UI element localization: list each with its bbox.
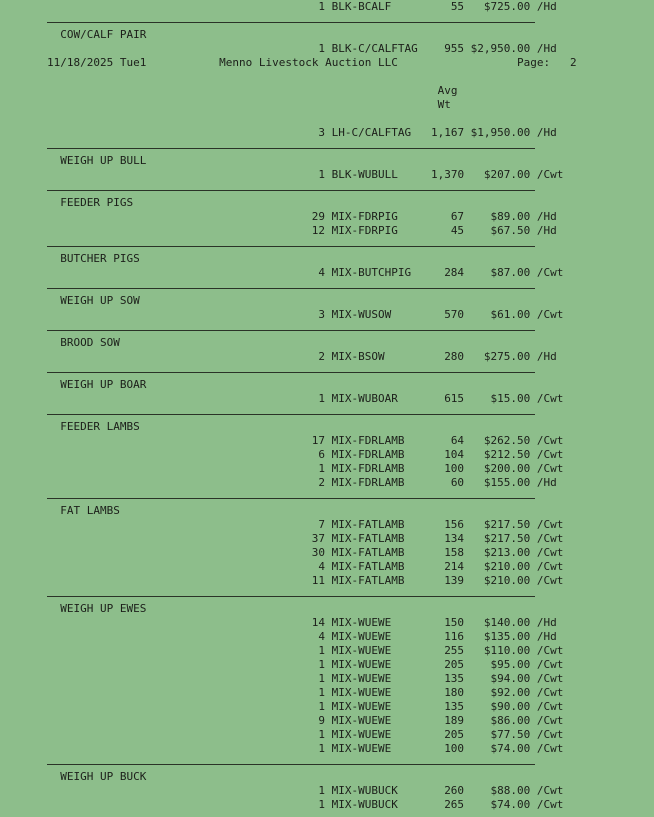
lot-row	[47, 784, 647, 798]
category-heading	[47, 378, 647, 392]
head-count: 37	[311, 532, 326, 545]
divider-line	[47, 498, 535, 499]
head-count: 1	[318, 658, 326, 671]
head-count: 1	[318, 168, 326, 181]
head-count: 1	[318, 742, 326, 755]
avg-weight: 104	[444, 448, 465, 461]
avg-weight: 265	[444, 798, 465, 811]
avg-weight: 100	[444, 462, 465, 475]
lot-row	[47, 658, 647, 672]
blank-line	[47, 112, 647, 126]
lot-code: MIX-FDRLAMB	[331, 448, 405, 461]
divider-line	[47, 190, 535, 191]
head-count: 1	[318, 784, 326, 797]
price-unit: /Cwt	[536, 574, 564, 587]
lot-code: MIX-FATLAMB	[331, 518, 405, 531]
avg-weight: 570	[444, 308, 465, 321]
price-unit: /Cwt	[536, 742, 564, 755]
avg-weight: 150	[444, 616, 465, 629]
lot-code: LH-C/CALFTAG	[331, 126, 412, 139]
head-count: 1	[318, 700, 326, 713]
page-label: Page:	[517, 56, 551, 69]
lot-code: MIX-FATLAMB	[331, 560, 405, 573]
head-count: 4	[318, 560, 326, 573]
lot-row	[47, 644, 647, 658]
blank-line	[47, 70, 647, 84]
lot-row	[47, 728, 647, 742]
head-count: 1	[318, 728, 326, 741]
price: $92.00	[490, 686, 531, 699]
category-heading	[47, 770, 647, 784]
avg-weight: 100	[444, 742, 465, 755]
category-heading	[47, 420, 647, 434]
avg-weight: 214	[444, 560, 465, 573]
lot-code: BLK-C/CALFTAG	[331, 42, 418, 55]
avg-weight: 135	[444, 700, 465, 713]
price-unit: /Cwt	[536, 700, 564, 713]
category-name: WEIGH UP EWES	[60, 602, 147, 615]
avg-weight: 116	[444, 630, 465, 643]
price-unit: /Hd	[536, 476, 557, 489]
price: $86.00	[490, 714, 531, 727]
price-unit: /Cwt	[536, 308, 564, 321]
avg-weight: 156	[444, 518, 465, 531]
lot-code: MIX-WUEWE	[331, 714, 392, 727]
lot-row	[47, 798, 647, 812]
lot-code: MIX-FDRLAMB	[331, 476, 405, 489]
price: $89.00	[490, 210, 531, 223]
head-count: 3	[318, 126, 326, 139]
category-name: BROOD SOW	[60, 336, 120, 349]
section-divider	[47, 182, 647, 196]
lot-row	[47, 574, 647, 588]
head-count: 30	[311, 546, 326, 559]
column-header-wt	[47, 98, 647, 112]
company-name: Menno Livestock Auction LLC	[219, 56, 398, 69]
price-unit: /Hd	[536, 42, 557, 55]
lot-row	[47, 308, 647, 322]
avg-weight: 280	[444, 350, 465, 363]
price: $155.00	[483, 476, 531, 489]
lot-row	[47, 266, 647, 280]
lot-code: MIX-WUBUCK	[331, 798, 398, 811]
price-unit: /Cwt	[536, 798, 564, 811]
divider-line	[47, 414, 535, 415]
category-heading	[47, 294, 647, 308]
head-count: 2	[318, 476, 326, 489]
lot-row	[47, 350, 647, 364]
avg-weight: 180	[444, 686, 465, 699]
head-count: 1	[318, 798, 326, 811]
category-heading	[47, 154, 647, 168]
lot-code: MIX-WUBUCK	[331, 784, 398, 797]
price-unit: /Hd	[536, 350, 557, 363]
lot-code: MIX-BUTCHPIG	[331, 266, 412, 279]
lot-code: MIX-WUEWE	[331, 700, 392, 713]
price-unit: /Cwt	[536, 784, 564, 797]
head-count: 9	[318, 714, 326, 727]
head-count: 4	[318, 630, 326, 643]
price: $88.00	[490, 784, 531, 797]
price-unit: /Cwt	[536, 448, 564, 461]
price: $95.00	[490, 658, 531, 671]
price-unit: /Hd	[536, 630, 557, 643]
head-count: 7	[318, 518, 326, 531]
divider-line	[47, 22, 535, 23]
price: $262.50	[483, 434, 531, 447]
page-number: 2	[569, 56, 577, 69]
category-heading	[47, 28, 647, 42]
price: $67.50	[490, 224, 531, 237]
head-count: 1	[318, 672, 326, 685]
price: $200.00	[483, 462, 531, 475]
category-heading	[47, 602, 647, 616]
category-name: FAT LAMBS	[60, 504, 120, 517]
category-name: FEEDER PIGS	[60, 196, 134, 209]
price: $210.00	[483, 574, 531, 587]
section-divider	[47, 490, 647, 504]
lot-row	[47, 742, 647, 756]
price: $90.00	[490, 700, 531, 713]
price: $217.50	[483, 532, 531, 545]
lot-row	[47, 448, 647, 462]
avg-weight: 64	[450, 434, 465, 447]
avg-weight: 1,370	[430, 168, 465, 181]
lot-code: MIX-WUEWE	[331, 630, 392, 643]
column-header-avg	[47, 84, 647, 98]
category-heading	[47, 336, 647, 350]
avg-weight: 189	[444, 714, 465, 727]
divider-line	[47, 764, 535, 765]
price: $94.00	[490, 672, 531, 685]
lot-row	[47, 714, 647, 728]
lot-row	[47, 126, 647, 140]
avg-weight: 158	[444, 546, 465, 559]
price-unit: /Cwt	[536, 462, 564, 475]
category-name: WEIGH UP SOW	[60, 294, 140, 307]
lot-row	[47, 392, 647, 406]
lot-row	[47, 686, 647, 700]
section-divider	[47, 756, 647, 770]
price-unit: /Cwt	[536, 392, 564, 405]
avg-weight: 955	[444, 42, 465, 55]
price: $15.00	[490, 392, 531, 405]
avg-weight: 139	[444, 574, 465, 587]
price-unit: /Cwt	[536, 672, 564, 685]
avg-weight: 255	[444, 644, 465, 657]
category-heading	[47, 252, 647, 266]
lot-code: MIX-FATLAMB	[331, 532, 405, 545]
lot-code: MIX-WUEWE	[331, 658, 392, 671]
lot-row	[47, 168, 647, 182]
head-count: 14	[311, 616, 326, 629]
price-unit: /Cwt	[536, 518, 564, 531]
category-name: WEIGH UP BUCK	[60, 770, 147, 783]
head-count: 1	[318, 644, 326, 657]
lot-code: MIX-WUBOAR	[331, 392, 398, 405]
head-count: 1	[318, 462, 326, 475]
lot-code: MIX-FATLAMB	[331, 574, 405, 587]
head-count: 11	[311, 574, 326, 587]
avg-weight: 45	[450, 224, 465, 237]
price-unit: /Cwt	[536, 560, 564, 573]
head-count: 3	[318, 308, 326, 321]
category-name: COW/CALF PAIR	[60, 28, 147, 41]
price: $217.50	[483, 518, 531, 531]
section-divider	[47, 322, 647, 336]
lot-code: BLK-BCALF	[331, 0, 392, 13]
head-count: 1	[318, 686, 326, 699]
price-unit: /Cwt	[536, 714, 564, 727]
price-unit: /Hd	[536, 210, 557, 223]
divider-line	[47, 246, 535, 247]
divider-line	[47, 330, 535, 331]
price-unit: /Cwt	[536, 532, 564, 545]
lot-code: MIX-BSOW	[331, 350, 385, 363]
divider-line	[47, 288, 535, 289]
lot-row	[47, 42, 647, 56]
lot-code: MIX-WUEWE	[331, 728, 392, 741]
price-unit: /Hd	[536, 0, 557, 13]
head-count: 1	[318, 42, 326, 55]
page-header	[47, 56, 647, 70]
lot-code: MIX-FDRLAMB	[331, 434, 405, 447]
price: $74.00	[490, 742, 531, 755]
lot-row	[47, 518, 647, 532]
price-unit: /Cwt	[536, 434, 564, 447]
price-unit: /Cwt	[536, 728, 564, 741]
lot-row	[47, 616, 647, 630]
price: $135.00	[483, 630, 531, 643]
lot-code: MIX-FATLAMB	[331, 546, 405, 559]
category-name: WEIGH UP BULL	[60, 154, 147, 167]
avg-weight: 615	[444, 392, 465, 405]
price: $275.00	[483, 350, 531, 363]
price: $77.50	[490, 728, 531, 741]
lot-row	[47, 672, 647, 686]
section-divider	[47, 364, 647, 378]
head-count: 12	[311, 224, 326, 237]
head-count: 6	[318, 448, 326, 461]
lot-code: MIX-WUEWE	[331, 644, 392, 657]
category-name: FEEDER LAMBS	[60, 420, 140, 433]
section-divider	[47, 406, 647, 420]
price-unit: /Cwt	[536, 266, 564, 279]
category-heading	[47, 196, 647, 210]
price-unit: /Cwt	[536, 686, 564, 699]
price: $87.00	[490, 266, 531, 279]
lot-code: MIX-FDRLAMB	[331, 462, 405, 475]
category-name: WEIGH UP BOAR	[60, 378, 147, 391]
head-count: 1	[318, 0, 326, 13]
lot-row	[47, 462, 647, 476]
avg-weight: 260	[444, 784, 465, 797]
wt-label: Wt	[437, 98, 451, 111]
report-date: 11/18/2025 Tue1	[47, 56, 147, 69]
lot-code: MIX-WUEWE	[331, 686, 392, 699]
lot-row	[47, 0, 647, 14]
avg-label: Avg	[437, 84, 458, 97]
avg-weight: 60	[450, 476, 465, 489]
price-unit: /Cwt	[536, 658, 564, 671]
price: $725.00	[483, 0, 531, 13]
price: $74.00	[490, 798, 531, 811]
head-count: 2	[318, 350, 326, 363]
avg-weight: 205	[444, 728, 465, 741]
price: $140.00	[483, 616, 531, 629]
lot-row	[47, 210, 647, 224]
price-unit: /Cwt	[536, 546, 564, 559]
price: $210.00	[483, 560, 531, 573]
lot-code: BLK-WUBULL	[331, 168, 398, 181]
avg-weight: 135	[444, 672, 465, 685]
lot-code: MIX-FDRPIG	[331, 224, 398, 237]
section-divider	[47, 140, 647, 154]
price-unit: /Cwt	[536, 168, 564, 181]
lot-row	[47, 560, 647, 574]
lot-row	[47, 476, 647, 490]
avg-weight: 55	[450, 0, 465, 13]
avg-weight: 284	[444, 266, 465, 279]
head-count: 17	[311, 434, 326, 447]
price: $213.00	[483, 546, 531, 559]
price-unit: /Hd	[536, 224, 557, 237]
lot-row	[47, 434, 647, 448]
head-count: 4	[318, 266, 326, 279]
avg-weight: 134	[444, 532, 465, 545]
price-unit: /Hd	[536, 126, 557, 139]
price: $207.00	[483, 168, 531, 181]
category-name: BUTCHER PIGS	[60, 252, 140, 265]
lot-code: MIX-WUSOW	[331, 308, 392, 321]
sale-report	[47, 0, 647, 817]
lot-code: MIX-WUEWE	[331, 616, 392, 629]
price: $1,950.00	[470, 126, 531, 139]
lot-code: MIX-FDRPIG	[331, 210, 398, 223]
price: $110.00	[483, 644, 531, 657]
divider-line	[47, 596, 535, 597]
avg-weight: 205	[444, 658, 465, 671]
section-divider	[47, 280, 647, 294]
lot-row	[47, 224, 647, 238]
price: $61.00	[490, 308, 531, 321]
price-unit: /Cwt	[536, 644, 564, 657]
lot-row	[47, 630, 647, 644]
avg-weight: 1,167	[430, 126, 465, 139]
divider-line	[47, 372, 535, 373]
lot-code: MIX-WUEWE	[331, 672, 392, 685]
price: $212.50	[483, 448, 531, 461]
lot-row	[47, 700, 647, 714]
price-unit: /Hd	[536, 616, 557, 629]
category-heading	[47, 504, 647, 518]
avg-weight: 67	[450, 210, 465, 223]
lot-row	[47, 532, 647, 546]
divider-line	[47, 148, 535, 149]
section-divider	[47, 588, 647, 602]
head-count: 1	[318, 392, 326, 405]
lot-row	[47, 546, 647, 560]
lot-code: MIX-WUEWE	[331, 742, 392, 755]
head-count: 29	[311, 210, 326, 223]
section-divider	[47, 14, 647, 28]
price: $2,950.00	[470, 42, 531, 55]
section-divider	[47, 238, 647, 252]
